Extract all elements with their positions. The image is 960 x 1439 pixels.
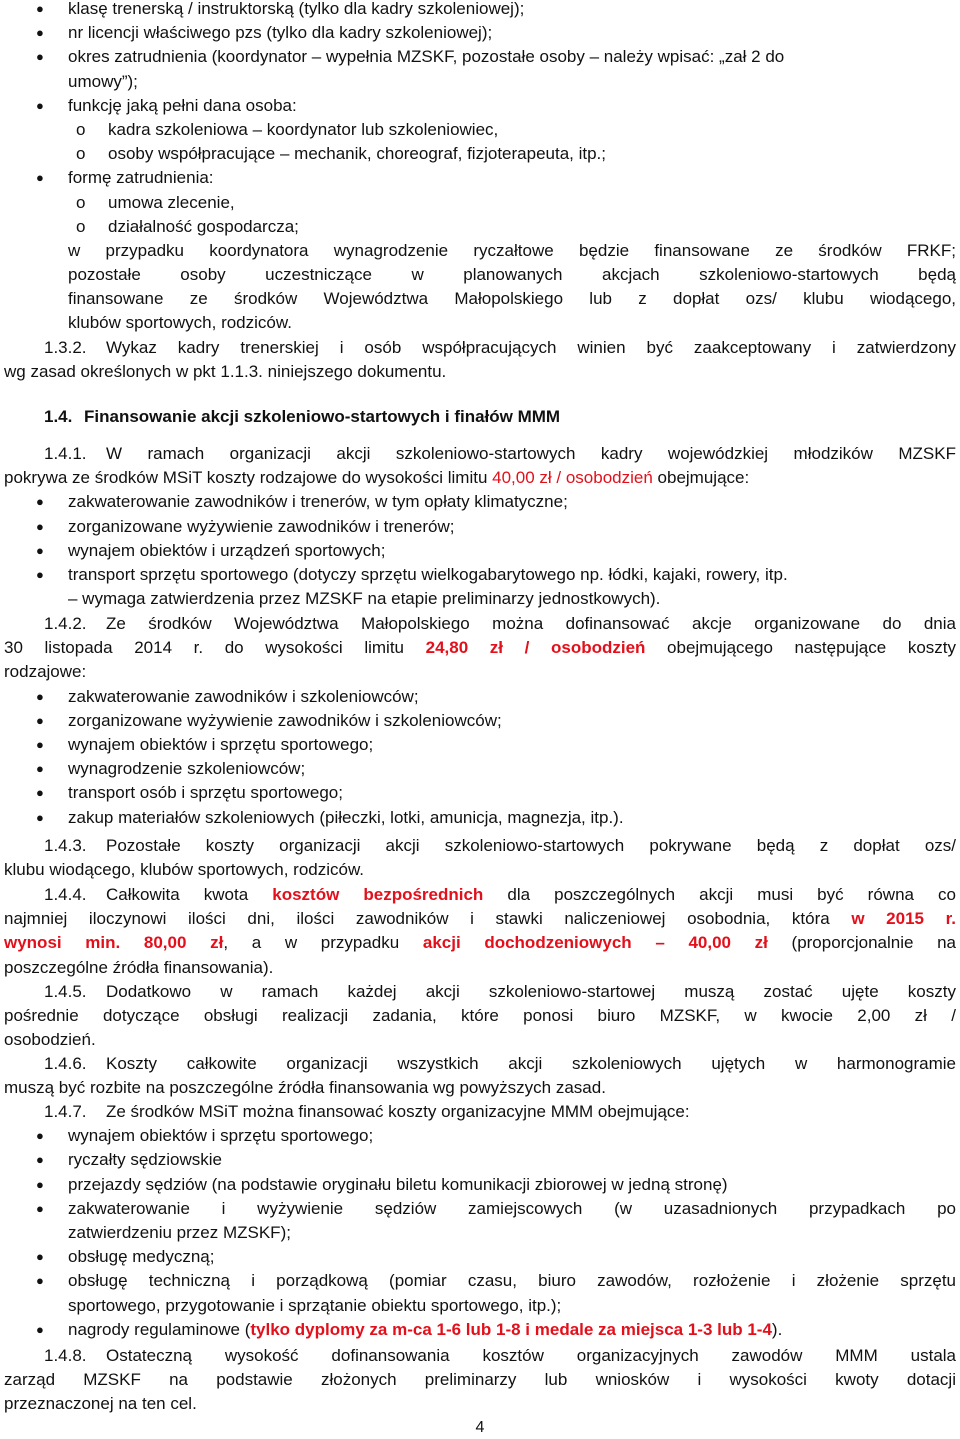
paragraph-text: Dodatkowo w ramach każdej akcji szkoleniowo-startowej muszą zostać ujęte koszty — [106, 982, 956, 1001]
bullet-icon: ● — [36, 25, 44, 41]
circle-bullet-icon: o — [76, 216, 86, 236]
paragraph-text: zarząd MZSKF na podstawie złożonych preliminarzy lub wniosków i wysokości kwoty dotacji — [4, 1370, 956, 1390]
bullet-icon: ● — [36, 761, 44, 777]
paragraph-text: pośrednie dotyczące obsługi realizacji zadania, które ponosi biuro MZSKF, w kwocie 2,00 zł / — [4, 1006, 956, 1026]
paragraph-1-4-1 — [0, 442, 960, 611]
bullet-icon: ● — [36, 785, 44, 801]
list-item: obsługę medyczną; — [68, 1247, 215, 1267]
circle-bullet-icon: o — [76, 192, 86, 212]
paragraph-text: 30 listopada 2014 r. do wysokości limitu — [4, 638, 426, 658]
paragraph-text: Całkowita kwota — [106, 885, 273, 904]
bullet-icon: ● — [36, 1249, 44, 1265]
bullet-icon: ● — [36, 170, 44, 186]
paragraph-1-4-8 — [0, 1344, 960, 1417]
paragraph-text: obejmującego następujące koszty — [645, 638, 956, 658]
limit-amount: 24,80 zł / osobodzień — [425, 638, 646, 658]
paragraph-text: Wykaz kadry trenerskiej i osób współpracujących winien być zaakceptowany i zatwierdzony — [106, 338, 956, 357]
section-heading — [0, 405, 960, 429]
list-item-continuation: sportowego, przygotowanie i sprzątanie obiektu sportowego, itp.); — [68, 1295, 562, 1315]
list-item-continuation: zatwierdzeniu przez MZSKF); — [68, 1222, 291, 1242]
paragraph-text: , a w przypadku — [223, 933, 423, 953]
list-item: zakup materiałów szkoleniowych (piłeczki, lotki, amunicja, magnezja, itp.). — [68, 807, 624, 827]
section-number: 1.4. — [44, 407, 73, 426]
funding-note: finansowane ze środków Województwa Małopolskiego lub z dopłat ozs/ klubu wiodącego, — [68, 289, 956, 309]
paragraph-1-4-6 — [0, 1052, 960, 1100]
paragraph-text: klubu wiodącego, klubów sportowych, rodziców. — [4, 860, 365, 880]
bullet-icon: ● — [36, 736, 44, 752]
paragraph-number: 1.4.7. — [44, 1102, 87, 1121]
list-item: formę zatrudnienia: — [68, 168, 214, 188]
bullet-icon: ● — [36, 518, 44, 534]
paragraph-text: obejmujące: — [652, 468, 750, 488]
bullet-icon: ● — [36, 809, 44, 825]
paragraph-1-4-7 — [0, 1100, 960, 1342]
paragraph-1-4-5 — [0, 980, 960, 1053]
list-item: klasę trenerską / instruktorską (tylko dla kadry szkoleniowej); — [68, 0, 525, 18]
paragraph-text: wg zasad określonych w pkt 1.1.3. niniejszego dokumentu. — [4, 362, 447, 382]
personnel-list — [0, 0, 960, 336]
highlight-text: akcji dochodzeniowych – 40,00 zł — [422, 933, 768, 953]
list-item: nr licencji właściwego pzs (tylko dla kadry szkoleniowej); — [68, 23, 493, 43]
paragraph-number: 1.4.1. — [44, 444, 87, 463]
paragraph-text: dla poszczególnych akcji musi być równa co — [483, 885, 956, 904]
bullet-icon: ● — [36, 1152, 44, 1168]
sub-list-item: działalność gospodarcza; — [108, 216, 299, 236]
section-title: Finansowanie akcji szkoleniowo-startowych i finałów MMM — [84, 407, 561, 426]
paragraph-text: Ze środków Województwa Małopolskiego można dofinansować akcje organizowane do dnia — [106, 614, 956, 633]
bullet-icon: ● — [36, 494, 44, 510]
list-item: okres zatrudnienia (koordynator – wypełnia MZSKF, pozostałe osoby – należy wpisać: „zał 2 do — [68, 47, 785, 67]
bullet-icon: ● — [36, 1128, 44, 1144]
funding-note: klubów sportowych, rodziców. — [68, 313, 292, 333]
bullet-icon: ● — [36, 49, 44, 65]
sub-list-item: umowa zlecenie, — [108, 192, 235, 212]
limit-amount: 40,00 zł / osobodzień — [492, 468, 653, 488]
paragraph-text: Ostateczną wysokość dofinansowania kosztów organizacyjnych zawodów MMM ustala — [106, 1346, 956, 1365]
paragraph-text: przeznaczonej na ten cel. — [4, 1394, 197, 1414]
paragraph-number: 1.3.2. — [44, 338, 87, 357]
list-item: wynajem obiektów i urządzeń sportowych; — [68, 540, 386, 560]
paragraph-text: Ze środków MSiT można finansować koszty organizacyjne MMM obejmujące: — [106, 1102, 690, 1121]
funding-note: w przypadku koordynatora wynagrodzenie ryczałtowe będzie finansowane ze środków FRKF; — [68, 240, 956, 260]
sub-list-item: kadra szkoleniowa – koordynator lub szkoleniowiec, — [108, 119, 499, 139]
list-item: wynagrodzenie szkoleniowców; — [68, 759, 306, 779]
paragraph-1-3-2 — [0, 336, 960, 384]
circle-bullet-icon: o — [76, 119, 86, 139]
paragraph-text: (proporcjonalnie na — [767, 933, 957, 953]
paragraph-text: Koszty całkowite organizacji wszystkich akcji szkoleniowych ujętych w harmonogramie — [106, 1054, 956, 1073]
list-item: zakwaterowanie zawodników i szkoleniowców; — [68, 686, 419, 706]
list-item-continuation: umowy”); — [68, 71, 138, 91]
list-item-continuation: – wymaga zatwierdzenia przez MZSKF na etapie preliminarzy jednostkowych). — [68, 589, 661, 609]
highlight-text: wynosi min. 80,00 zł — [4, 933, 224, 953]
paragraph-text: muszą być rozbite na poszczególne źródła finansowania wg powyższych zasad. — [4, 1078, 606, 1098]
paragraph-text: W ramach organizacji akcji szkoleniowo-startowych kadry wojewódzkiej młodzików MZSKF — [106, 444, 956, 463]
list-item: zorganizowane wyżywienie zawodników i trenerów; — [68, 516, 455, 536]
circle-bullet-icon: o — [76, 144, 86, 164]
highlight-text: tylko dyplomy za m-ca 1-6 lub 1-8 i medale za miejsca 1-3 lub 1-4 — [250, 1319, 772, 1339]
highlight-text: w 2015 r. — [851, 909, 956, 929]
paragraph-number: 1.4.3. — [44, 836, 87, 855]
paragraph-1-4-4 — [0, 883, 960, 980]
page-number: 4 — [475, 1419, 485, 1436]
paragraph-text: najmniej iloczynowi ilości dni, ilości zawodników i stawki naliczeniowej osobodnia, która — [4, 909, 852, 929]
list-item: wynajem obiektów i sprzętu sportowego; — [68, 734, 374, 754]
list-item: zorganizowane wyżywienie zawodników i szkoleniowców; — [68, 710, 502, 730]
paragraph-number: 1.4.4. — [44, 885, 87, 904]
list-item: ). — [771, 1319, 783, 1339]
paragraph-text: poszczególne źródła finansowania). — [4, 957, 274, 977]
bullet-icon: ● — [36, 1273, 44, 1289]
sub-list-item: osoby współpracujące – mechanik, choreograf, fizjoterapeuta, itp.; — [108, 144, 606, 164]
bullet-icon: ● — [36, 97, 44, 113]
bullet-icon: ● — [36, 1176, 44, 1192]
list-item: zakwaterowanie zawodników i trenerów, w tym opłaty klimatyczne; — [68, 492, 568, 512]
list-item: transport sprzętu sportowego (dotyczy sprzętu wielkogabarytowego np. łódki, kajaki, rowery, itp. — [68, 564, 788, 584]
bullet-icon: ● — [36, 712, 44, 728]
paragraph-text: rodzajowe: — [4, 662, 87, 682]
funding-note: pozostałe osoby uczestniczące w planowanych akcjach szkoleniowo-startowych będą — [68, 265, 956, 285]
paragraph-text: pokrywa ze środków MSiT koszty rodzajowe do wysokości limitu — [4, 468, 493, 488]
bullet-icon: ● — [36, 1321, 44, 1337]
paragraph-text: Pozostałe koszty organizacji akcji szkoleniowo-startowych pokrywane będą z dopłat ozs/ — [106, 836, 956, 855]
list-item: ryczałty sędziowskie — [68, 1150, 222, 1170]
list-item: zakwaterowanie i wyżywienie sędziów zamiejscowych (w uzasadnionych przypadkach po — [68, 1198, 956, 1218]
paragraph-number: 1.4.6. — [44, 1054, 87, 1073]
paragraph-number: 1.4.5. — [44, 982, 87, 1001]
paragraph-1-4-2 — [0, 612, 960, 830]
list-item: transport osób i sprzętu sportowego; — [68, 783, 343, 803]
list-item: wynajem obiektów i sprzętu sportowego; — [68, 1126, 374, 1146]
list-item: obsługę techniczną i porządkową (pomiar czasu, biuro zawodów, rozłożenie i złożenie sprzętu — [68, 1271, 956, 1291]
bullet-icon: ● — [36, 688, 44, 704]
paragraph-number: 1.4.2. — [44, 614, 87, 633]
paragraph-number: 1.4.8. — [44, 1346, 87, 1365]
bullet-icon: ● — [36, 566, 44, 582]
bullet-icon: ● — [36, 1, 44, 16]
bullet-icon: ● — [36, 542, 44, 558]
list-item: funkcję jaką pełni dana osoba: — [68, 95, 297, 115]
highlight-text: kosztów bezpośrednich — [272, 885, 484, 904]
bullet-icon: ● — [36, 1200, 44, 1216]
list-item: nagrody regulaminowe ( — [68, 1319, 251, 1339]
list-item: przejazdy sędziów (na podstawie oryginału biletu komunikacji zbiorowej w jedną stronę) — [68, 1174, 728, 1194]
paragraph-1-4-3 — [0, 834, 960, 882]
paragraph-text: osobodzień. — [4, 1030, 96, 1050]
